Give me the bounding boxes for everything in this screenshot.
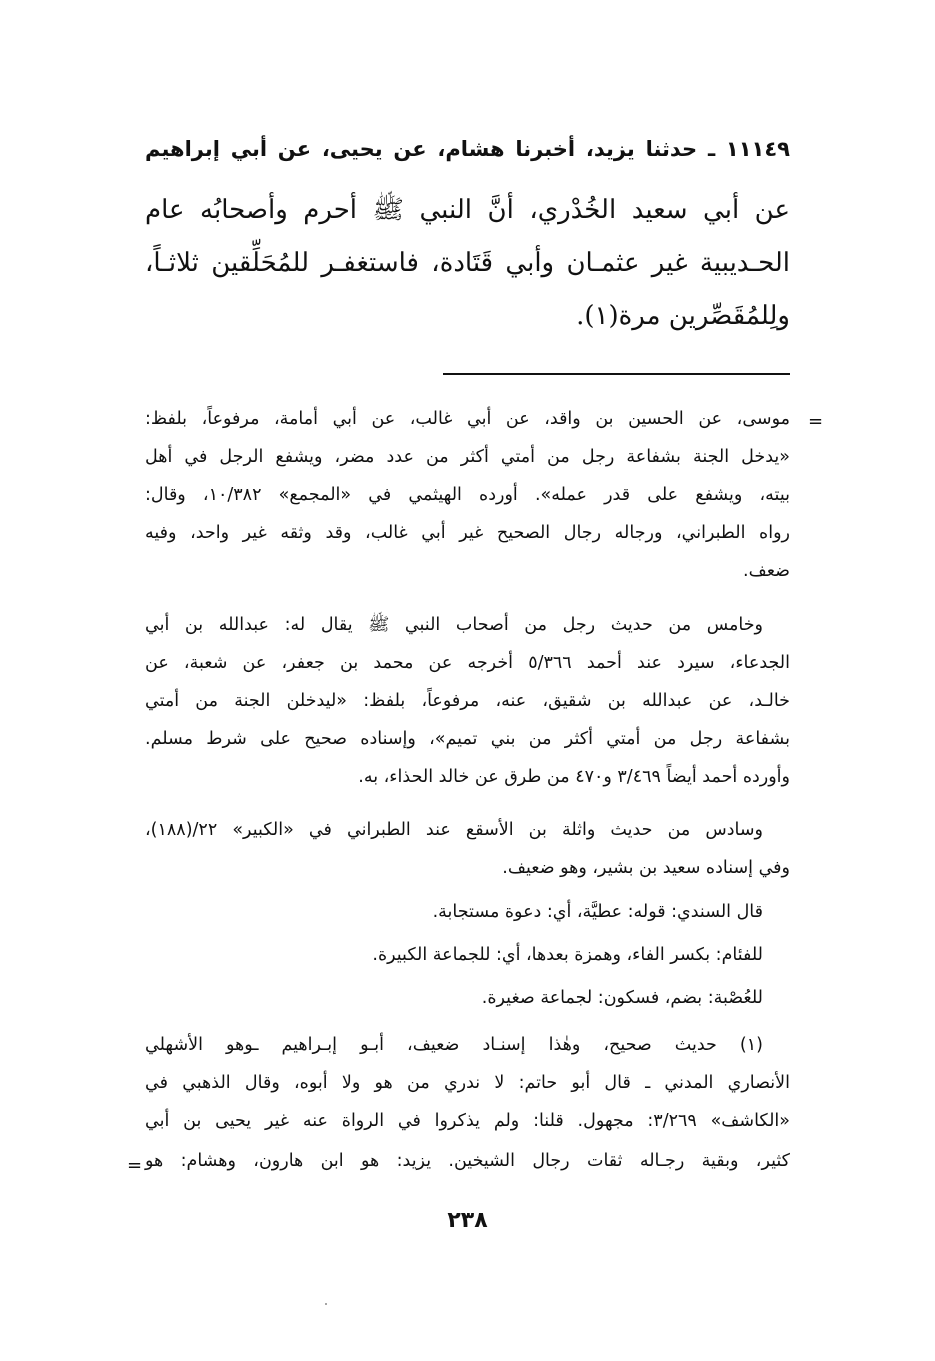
- footnote-1-line: الأنصاري المدني ـ قال أبو حاتم: لا ندري من هو ولا أبوه، وقال الذهبي في: [145, 1073, 790, 1093]
- footnote-1-line: (١) حديث صحيح، وهٰذا إسنـاد ضعيف، أبـو إبـراهيم ـوهو الأشهلي: [145, 1035, 763, 1055]
- footnote-line: بيته، ويشفع على قدر عمله». أورده الهيثمي في «المجمع» ١٠/٣٨٢، وقال:: [145, 485, 790, 505]
- footnote-line: «يدخل الجنة بشفاعة رجل من أمتي أكثر من عدد مضر، ويشفع الرجل في أهل: [145, 447, 790, 467]
- hadith-line-1: ١١١٤٩ ـ حدثنا يزيد، أخبرنا هشام، عن يحيى، عن أبي إبراهيم: [145, 137, 790, 161]
- paper-speck: [325, 1303, 327, 1305]
- footnote-line: بشفاعة رجل من أمتي أكثر من بني تميم»، وإسناده صحيح على شرط مسلم.: [145, 729, 790, 749]
- footnote-line: وفي إسناده سعيد بن بشير، وهو ضعيف.: [502, 858, 790, 878]
- footnote-line: وسادس من حديث واثلة بن الأسقع عند الطبراني في «الكبير» ٢٢/(١٨٨)،: [145, 820, 763, 840]
- page-number: ٢٣٨: [447, 1208, 488, 1233]
- hadith-line-4: ولِلمُقَصِّرين مرة(١).: [576, 301, 790, 331]
- continuation-mark-start: =: [808, 411, 824, 432]
- footnote-line: ضعف.: [743, 561, 790, 581]
- continuation-mark-end: =: [127, 1155, 143, 1176]
- footnote-1-line: كثير، وبقية رجـاله ثقات رجال الشيخين. يزيد: هو ابن هارون، وهشام: هو: [145, 1151, 790, 1171]
- footnote-line: موسى، عن الحسين بن واقد، عن أبي غالب، عن أبي أمامة، مرفوعاً، بلفظ:: [145, 409, 790, 429]
- sindi-line: قال السندي: قوله: عطيَّة، أي: دعوة مستجابة.: [432, 902, 763, 922]
- footnote-line: الجدعاء، سيرد عند أحمد ٥/٣٦٦ أخرجه عن محمد بن جعفر، عن شعبة، عن: [145, 653, 790, 673]
- footnote-line: رواه الطبراني، ورجاله رجال الصحيح غير أبي غالب، وقد وثقه غير واحد، وفيه: [145, 523, 790, 543]
- footnote-divider: [443, 373, 790, 375]
- hadith-line-3: الحـديبية غير عثمـان وأبي قَتَادة، فاستغفـر للمُحَلِّقين ثلاثـاً،: [145, 248, 790, 278]
- footnote-1-line: «الكاشف» ٣/٢٦٩: مجهول. قلنا: ولم يذكروا في الرواة عنه غير يحيى بن أبي: [145, 1111, 790, 1131]
- hadith-line-2: عن أبي سعيد الخُدْري، أنَّ النبي ﷺ أحرم وأصحابُه عام: [145, 195, 790, 225]
- sindi-line: للفئام: بكسر الفاء، وهمزة بعدها، أي: للجماعة الكبيرة.: [372, 945, 763, 965]
- footnote-line: خالـد، عن عبدالله بن شقيق، عنه، مرفوعاً، بلفظ: «ليدخلن الجنة من أمتي: [145, 691, 790, 711]
- footnote-line: وخامس من حديث رجل من أصحاب النبي ﷺ يقال له: عبدالله بن أبي: [145, 615, 763, 635]
- sindi-line: للعُصْبة: بضم، فسكون: لجماعة صغيرة.: [481, 988, 763, 1008]
- footnote-line: وأورده أحمد أيضاً ٣/٤٦٩ و٤٧٠ من طرق عن خالد الحذاء، به.: [358, 767, 790, 787]
